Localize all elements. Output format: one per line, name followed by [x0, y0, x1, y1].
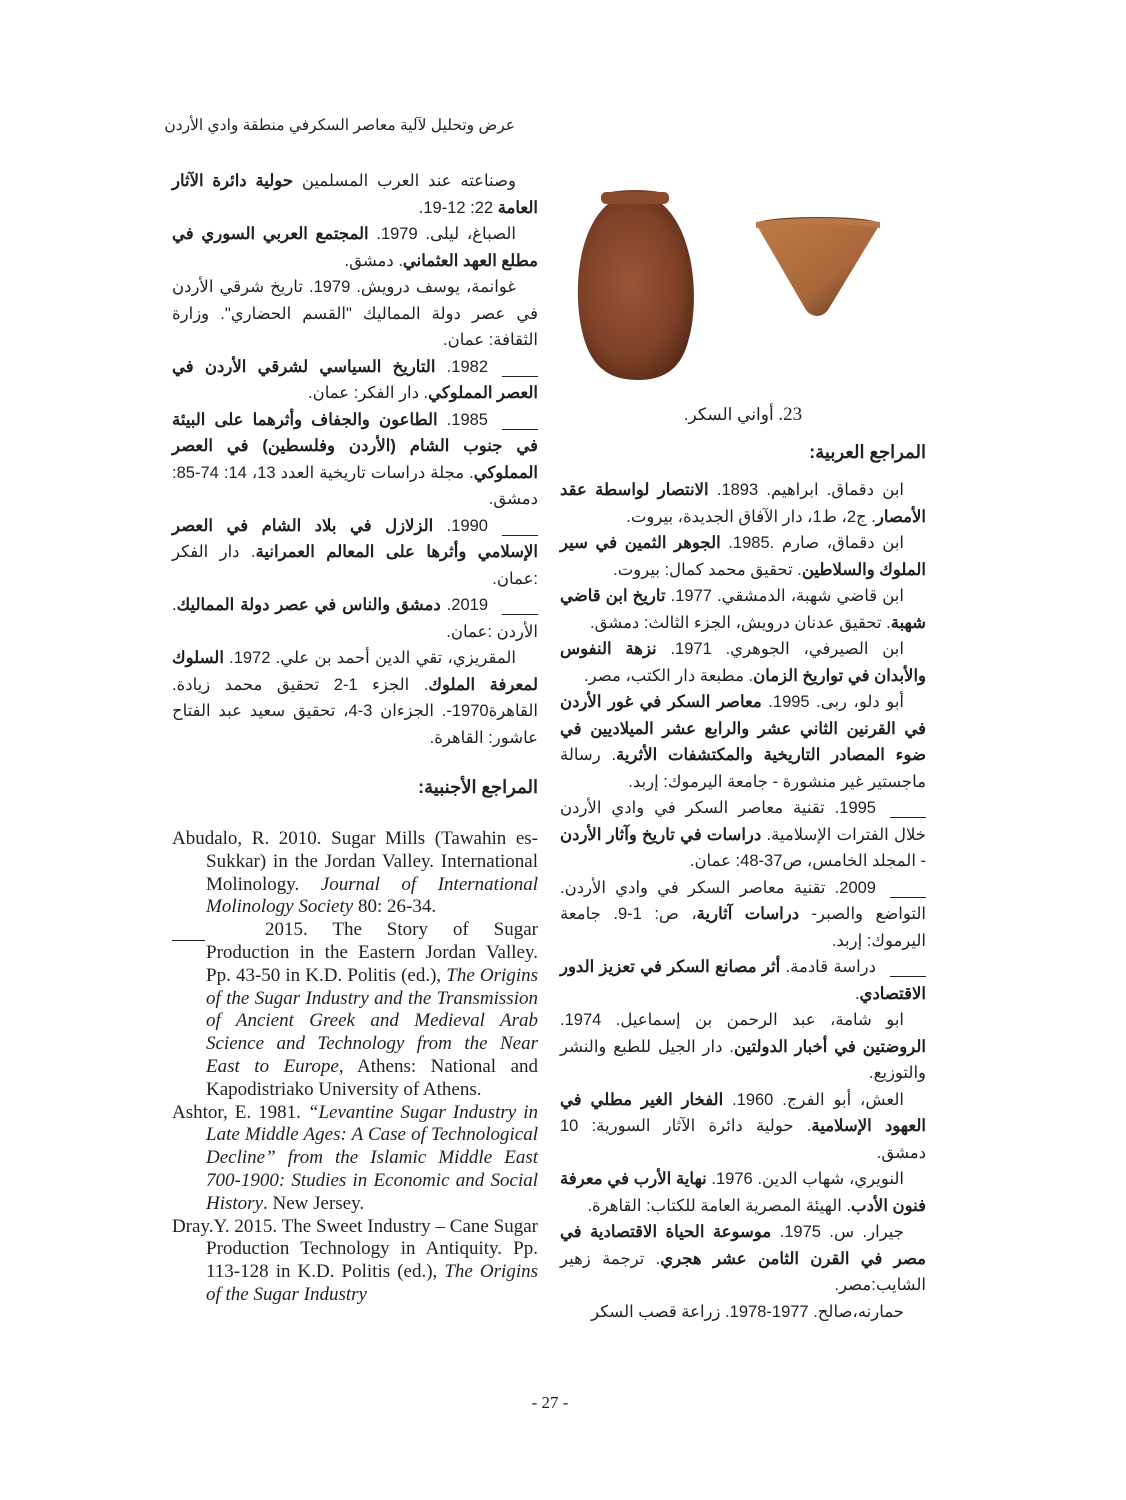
reference-title: الجوهر الثمين في سير الملوك والسلاطين — [560, 534, 926, 579]
reference-text: ابن دقماق، صارم .1985. — [720, 534, 904, 552]
reference-entry — [172, 592, 538, 645]
reference-title: الطاعون والجفاف وأثرهما على البيئة في جنوب الشام (الأردن وفلسطين) في العصر المملوكي — [172, 410, 538, 482]
reference-title: نهاية الأرب في معرفة فنون الأدب — [560, 1170, 926, 1215]
reference-title: التاريخ السياسي لشرقي الأردن في العصر المملوكي — [172, 357, 538, 402]
reference-title: The Origins of the Sugar Industry — [206, 1261, 538, 1305]
reference-title: “Levantine Sugar Industry in Late Middle Ages: A Case of Technological Decline” from the Islamic Middle East 700-1900: Studies in Economic and Social History — [206, 1101, 538, 1214]
reference-entry — [172, 513, 538, 593]
reference-text: . حولية دائرة الآثار السورية: 10 دمشق. — [560, 1117, 926, 1162]
reference-text: . ترجمة زهير الشايب:مصر. — [560, 1249, 926, 1294]
repeat-author-dash — [890, 897, 926, 898]
reference-title: معاصر السكر في غور الأردن في القرنين الثاني عشر والرابع عشر الميلاديين في ضوء المصادر التاريخية والمكتشفات الأثرية — [560, 693, 926, 764]
reference-text: 1985. — [437, 410, 488, 429]
reference-text: ابن دقماق. ابراهيم. 1893. — [708, 481, 904, 499]
reference-text: النويري، شهاب الدين. 1976. — [706, 1170, 904, 1188]
reference-text: المقريزي، تقي الدين أحمد بن علي. 1972. — [223, 649, 516, 667]
reference-entry — [560, 689, 926, 795]
reference-title: الروضتين في أخبار الدولتين — [733, 1037, 926, 1056]
reference-text: . — [854, 984, 860, 1003]
reference-title: دراسات آثارية — [696, 905, 800, 923]
reference-entry — [172, 168, 538, 221]
reference-text: 22: 12-19. — [418, 198, 498, 217]
repeat-author-dash — [502, 429, 538, 430]
reference-entry — [560, 1087, 926, 1167]
reference-text: ابن الصيرفي، الجوهري. 1971. — [656, 640, 904, 658]
reference-text: ابن قاضي شهبة، الدمشقي. 1977. — [665, 587, 904, 605]
reference-text: 1995. تقنية معاصر السكر في وادي الأردن خلال الفترات الإسلامية. — [560, 799, 926, 844]
reference-title: Journal of International Molinology Society — [206, 873, 538, 918]
foreign-references-heading: المراجع الأجنبية: — [418, 777, 538, 797]
reference-text: وصناعته عند العرب المسلمين — [293, 172, 516, 190]
reference-text: . دار الفكر: عمان. — [308, 384, 429, 402]
repeat-author-dash — [890, 817, 926, 818]
reference-text: . تحقيق عدنان درويش، الجزء الثالث: دمشق. — [590, 613, 891, 632]
reference-text: غوانمة، يوسف درويش. 1979. تاريخ شرقي الأردن في عصر دولة المماليك "القسم الحضاري". وزارة الثقافة: عمان. — [172, 278, 538, 349]
caption-number: 23. — [778, 404, 803, 425]
reference-text: . تحقيق محمد كمال: بيروت. — [613, 560, 802, 579]
reference-title: الانتصار لواسطة عقد الأمصار — [560, 481, 926, 526]
reference-entry — [172, 645, 538, 751]
reference-text: . دمشق. — [344, 251, 403, 270]
reference-text: Ashtor, E. 1981. — [172, 1101, 308, 1123]
reference-text: ابو شامة، عبد الرحمن بن إسماعيل. 1974. — [560, 1011, 904, 1029]
reference-text: الصباغ، ليلى. 1979. — [368, 225, 516, 243]
reference-title: نزهة النفوس والأبدان في تواريخ الزمان — [560, 640, 926, 685]
reference-text: 2009. تقنية معاصر السكر في وادي الأردن. التواضع والصبر- — [560, 878, 926, 923]
pottery-image — [560, 182, 926, 402]
reference-entry — [560, 1299, 926, 1326]
reference-title: السلوك لمعرفة الملوك — [172, 649, 538, 694]
reference-text: أبو دلو، ربى. 1995. — [761, 693, 905, 711]
reference-entry — [172, 828, 538, 919]
arabic-references-list — [560, 477, 926, 1325]
arabic-references-heading: المراجع العربية: — [809, 442, 926, 462]
reference-entry — [172, 919, 538, 1101]
reference-text: 2019. — [440, 596, 489, 614]
reference-title: حولية دائرة الآثار العامة — [172, 172, 538, 217]
foreign-references-list — [172, 828, 538, 1307]
figure-caption — [560, 404, 926, 426]
reference-entry — [560, 636, 926, 689]
repeat-author-dash — [890, 976, 926, 977]
reference-text: Dray.Y. 2015. The Sweet Industry – Cane Sugar Production Technology in Antiquity. Pp. 113-128 in K.D. Politis (ed.), — [172, 1215, 538, 1283]
reference-title: موسوعة الحياة الاقتصادية في مصر في القرن الثامن عشر هجري — [560, 1223, 926, 1268]
reference-text: , Athens: National and Kapodistriako University of Athens. — [206, 1055, 538, 1100]
reference-entry — [560, 875, 926, 955]
reference-title: تاريخ ابن قاضي شهبة — [560, 587, 926, 632]
reference-title: الزلازل في بلاد الشام في العصر الإسلامي وأثرها على المعالم العمرانية — [172, 516, 539, 561]
arabic-references-continued — [172, 168, 538, 751]
repeat-author-dash — [502, 535, 538, 536]
running-head: عرض وتحليل لآلية معاصر السكرفي منطقة وادي الأردن — [164, 117, 515, 134]
storage-jar — [578, 190, 694, 380]
reference-text: 1990. — [433, 516, 488, 535]
sugar-cone-mold — [756, 217, 880, 316]
reference-entry — [172, 1102, 538, 1216]
reference-entry — [560, 1219, 926, 1299]
reference-text: Abudalo, R. 2010. Sugar Mills (Tawahin es-Sukkar) in the Jordan Valley. International Molinology. — [172, 828, 538, 895]
reference-text: 2015. The Story of Sugar Production in the Eastern Jordan Valley. Pp. 43-50 in K.D. Politis (ed.), — [206, 919, 538, 986]
reference-title: The Origins of the Sugar Industry and the Transmission of Ancient Greek and Medieval Arab Science and Technology from the Near East to Europe — [206, 964, 538, 1077]
reference-title: دمشق والناس في عصر دولة المماليك — [176, 596, 441, 614]
repeat-author-dash — [502, 376, 538, 377]
reference-entry — [560, 583, 926, 636]
reference-entry — [560, 477, 926, 530]
reference-text: ، ص: 1-9. جامعة اليرموك: إربد. — [560, 905, 926, 950]
reference-text: . ج2، ط1، دار الآفاق الجديدة، بيروت. — [626, 507, 876, 526]
reference-text: 1982. — [435, 357, 489, 376]
right-column — [560, 182, 926, 1325]
reference-text: . رسالة ماجستير غير منشورة - جامعة اليرموك: إربد. — [560, 746, 926, 791]
reference-entry — [172, 407, 538, 513]
figure-sugar-vessels — [560, 182, 926, 402]
reference-text: . الجزء 1-2 تحقيق محمد زيادة. القاهرة1970-. الجزءان 3-4، تحقيق سعيد عبد الفتاح عاشور: القاهرة. — [172, 675, 538, 747]
reference-entry — [172, 221, 538, 274]
reference-entry — [560, 954, 926, 1007]
reference-entry — [172, 1216, 538, 1307]
reference-entry — [560, 1007, 926, 1087]
reference-text: 80: 26-34. — [353, 896, 437, 918]
reference-title: دراسات في تاريخ وآثار الأردن — [560, 825, 762, 844]
reference-text: . دار الفكر :عمان. — [172, 543, 538, 588]
reference-entry — [172, 354, 538, 407]
reference-entry — [560, 530, 926, 583]
reference-text: دراسة قادمة. — [780, 958, 876, 976]
reference-title: الفخار الغير مطلي في العهود الإسلامية — [560, 1090, 926, 1135]
reference-text: - المجلد الخامس، ص37-48: عمان. — [689, 852, 926, 870]
reference-text: جيرار. س. 1975. — [771, 1223, 904, 1241]
reference-text: . مجلة دراسات تاريخية العدد 13، 14: 74-85: دمشق. — [172, 463, 538, 508]
reference-entry — [172, 274, 538, 354]
reference-text: . مطبعة دار الكتب، مصر. — [584, 666, 754, 685]
left-column — [172, 168, 538, 1307]
reference-text: . الأردن :عمان. — [172, 596, 538, 641]
reference-entry — [560, 1166, 926, 1219]
reference-title: أثر مصانع السكر في تعزيز الدور الاقتصادي — [560, 958, 926, 1003]
reference-text: . New Jersey. — [263, 1192, 365, 1214]
caption-text: أواني السكر. — [683, 405, 774, 424]
page-number: - 27 - — [531, 1393, 569, 1412]
reference-text: العش، أبو الفرج. 1960. — [723, 1090, 904, 1109]
repeat-author-dash — [172, 940, 205, 941]
reference-text: حمارنه،صالح. 1977-1978. زراعة قصب السكر — [591, 1302, 904, 1321]
repeat-author-dash — [502, 614, 538, 615]
reference-title: المجتمع العربي السوري في مطلع العهد العثماني — [172, 225, 538, 270]
reference-text: . دار الجيل للطبع والنشر والتوزيع. — [560, 1037, 926, 1082]
reference-entry — [560, 795, 926, 875]
reference-text: . الهيئة المصرية العامة للكتاب: القاهرة. — [587, 1196, 852, 1215]
